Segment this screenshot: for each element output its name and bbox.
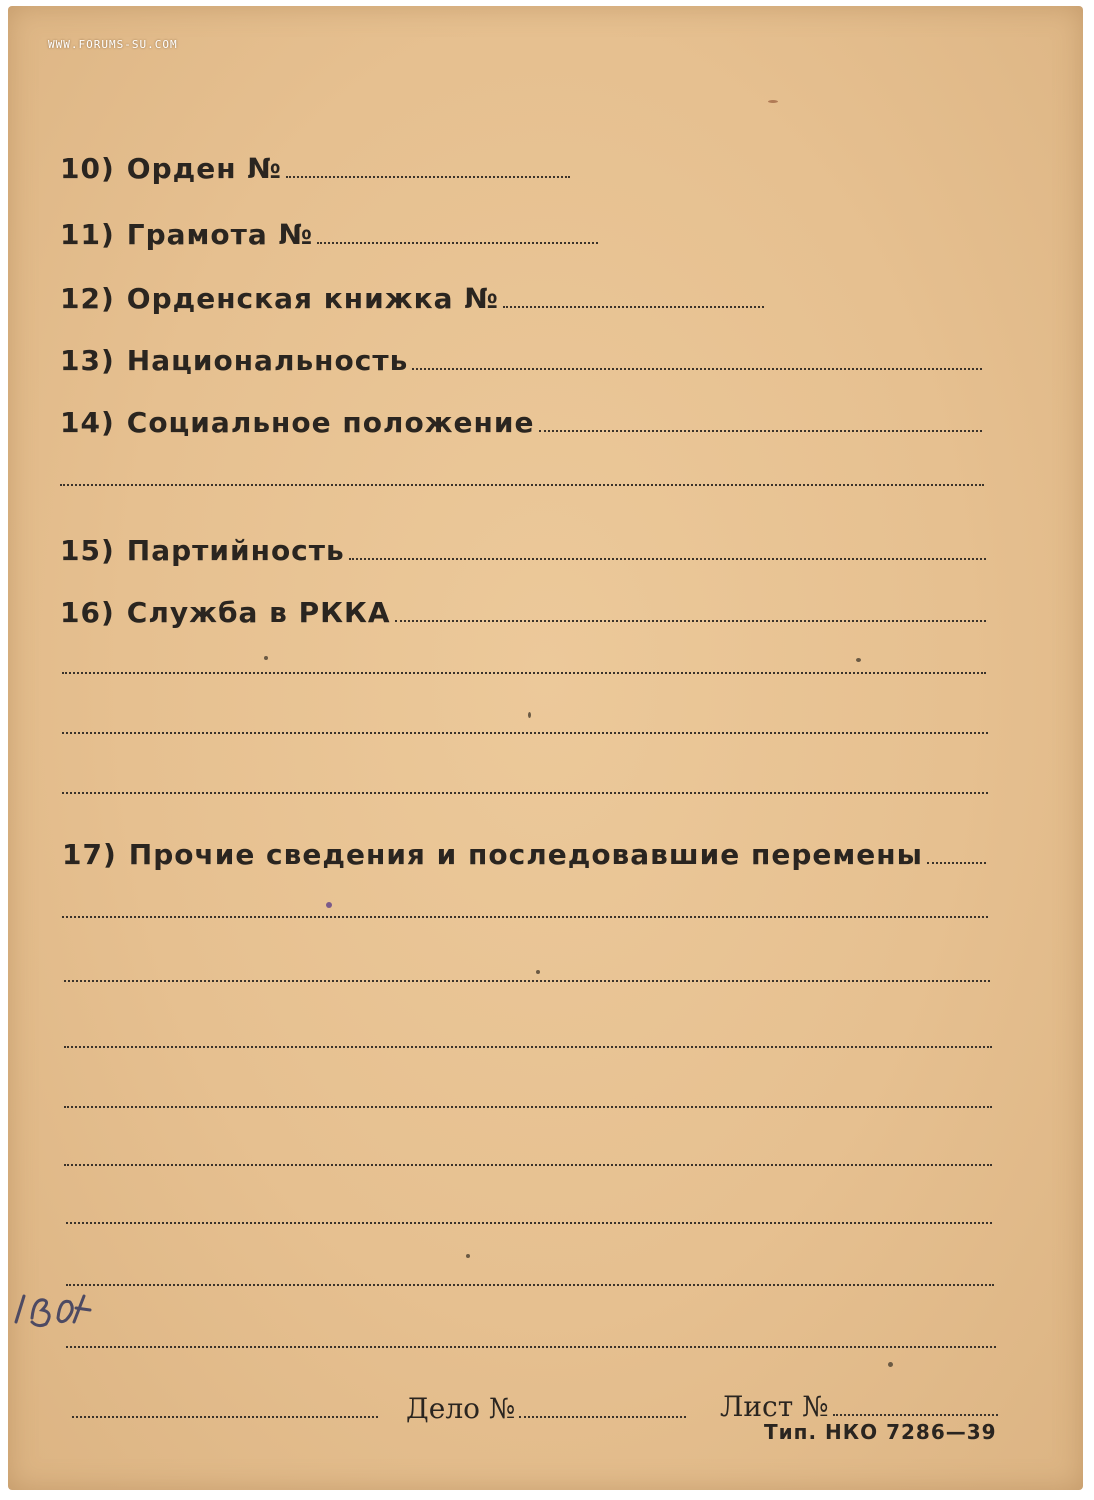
field-number: 14)	[60, 406, 115, 439]
fill-line	[317, 242, 598, 244]
field-order-book-number	[60, 282, 764, 315]
sheet-number-label: Лист №	[720, 1390, 829, 1423]
fill-line	[62, 672, 986, 674]
field-label: Орден №	[126, 152, 282, 185]
fill-line	[539, 430, 983, 432]
field-number: 11)	[60, 218, 115, 251]
fill-line	[66, 1222, 992, 1224]
fill-line	[519, 1416, 686, 1418]
field-label: Орденская книжка №	[126, 282, 499, 315]
fill-line	[60, 484, 984, 486]
field-number: 10)	[60, 152, 115, 185]
field-label: Грамота №	[126, 218, 314, 251]
fill-line	[66, 1346, 996, 1348]
fill-line	[64, 1046, 992, 1048]
paper-speck	[536, 970, 540, 974]
paper-speck	[768, 100, 778, 103]
field-certificate-number	[60, 218, 598, 251]
field-label: Служба в РККА	[126, 596, 391, 629]
field-other-info	[62, 838, 986, 871]
field-number: 15)	[60, 534, 115, 567]
fill-line	[62, 792, 988, 794]
paper-speck	[466, 1254, 470, 1258]
printer-imprint: Тип. НКО 7286—39	[764, 1420, 997, 1444]
site-watermark: WWW.FORUMS-SU.COM	[48, 38, 178, 51]
paper-speck	[326, 902, 332, 908]
field-label: Социальное положение	[126, 406, 535, 439]
fill-line	[66, 1284, 994, 1286]
fill-line	[349, 558, 986, 560]
form-sheet	[8, 6, 1083, 1490]
paper-speck	[264, 656, 268, 660]
case-number-field	[406, 1392, 686, 1425]
field-label: Прочие сведения и последовавшие перемены	[128, 838, 923, 871]
fill-line	[286, 176, 570, 178]
fill-line	[503, 306, 764, 308]
field-label: Партийность	[126, 534, 345, 567]
fill-line	[72, 1416, 378, 1418]
fill-line	[412, 368, 982, 370]
field-order-number	[60, 152, 570, 185]
fill-line	[62, 916, 988, 918]
sheet-number-field	[720, 1390, 998, 1423]
field-number: 13)	[60, 344, 115, 377]
field-social-status	[60, 406, 982, 439]
paper-speck	[856, 658, 861, 662]
field-number: 17)	[62, 838, 117, 871]
fill-line	[833, 1414, 998, 1416]
paper-speck	[528, 712, 531, 718]
field-label: Национальность	[126, 344, 409, 377]
fill-line	[927, 862, 986, 864]
field-rkka-service	[60, 596, 986, 629]
fill-line	[64, 1106, 992, 1108]
fill-line	[64, 1164, 992, 1166]
paper-speck	[888, 1362, 893, 1367]
case-number-label: Дело №	[406, 1392, 516, 1425]
fill-line	[64, 980, 990, 982]
field-nationality	[60, 344, 982, 377]
field-party-membership	[60, 534, 986, 567]
handwritten-mark	[10, 1288, 92, 1332]
fill-line	[62, 732, 988, 734]
field-number: 12)	[60, 282, 115, 315]
field-number: 16)	[60, 596, 115, 629]
fill-line	[395, 620, 986, 622]
